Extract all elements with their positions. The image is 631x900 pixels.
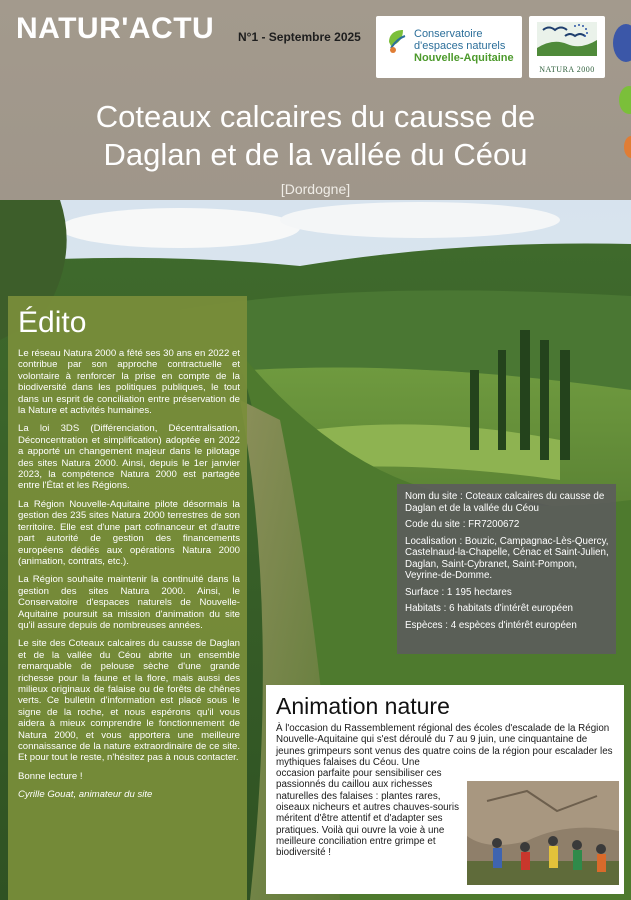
site-info-body <box>405 491 611 636</box>
leaf-logo-icon <box>385 28 409 54</box>
edito-closing: Bonne lecture ! <box>18 770 83 782</box>
birds-logo-icon <box>529 18 605 68</box>
edito-signature: Cyrille Gouat, animateur du site <box>18 789 153 801</box>
site-info-box <box>397 484 616 654</box>
site-species: Espèces : 4 espèces d'intérêt européen <box>405 619 577 631</box>
issue-number: N°1 - Septembre 2025 <box>238 30 361 44</box>
blue-dot-decoration <box>613 24 631 62</box>
natura2000-logo <box>529 16 605 78</box>
natura2000-label: NATURA 2000 <box>539 65 595 74</box>
department-label: [Dordogne] <box>280 181 351 197</box>
edito-paragraph: Le réseau Natura 2000 a fêté ses 30 ans en 2022 et contribue par son approche contractuelle et volontaire à renforcer la prise en compte de la biodiversité dans les politiques publiques, le tout dans un esprit de conciliation entre préservation de la Nature et activités humaines. <box>18 348 240 417</box>
cen-logo <box>376 16 522 78</box>
newsletter-brand: NATUR'ACTU <box>16 12 215 45</box>
cen-logo-line2: d'espaces naturels <box>414 40 506 52</box>
edito-body <box>18 348 240 808</box>
site-title-line1: Coteaux calcaires du causse de <box>95 99 536 134</box>
edito-paragraph: La Région souhaite maintenir la continuité dans la gestion des sites Natura 2000. Ainsi, le Conservatoire d'espaces naturels de Nouvelle-Aquitaine poursuit sa mission d'animation du site qu'il assure depuis de nombreuses années. <box>18 574 240 631</box>
animation-article <box>266 685 624 894</box>
climbers-photo <box>467 781 619 885</box>
animation-heading: Animation nature <box>276 693 450 719</box>
site-location: Localisation : Bouzic, Campagnac-Lès-Quercy, Castelnaud-la-Chapelle, Cénac et Saint-Julien, Daglan, Saint-Cybranet, Saint-Pompon, Veyrine-de-Domme. <box>405 535 609 581</box>
site-code: Code du site : FR7200672 <box>405 519 520 530</box>
cen-logo-line3: Nouvelle-Aquitaine <box>414 52 514 64</box>
animation-text-continued: occasion parfaite pour sensibiliser ces passionnés du caillou aux richesses naturelles des falaises : plantes rares, oiseaux nicheurs et autres chauves-souris méritent d'être attentif et d'adapter ses pratiques. Voilà qui ouvre la voie à une meilleure conciliation entre grimpe et biodiversité ! <box>276 768 459 859</box>
edito-heading: Édito <box>18 306 87 339</box>
site-title-line2: Daglan et de la vallée du Céou <box>103 137 528 172</box>
animation-text-intro: À l'occasion du Rassemblement régional des écoles d'escalade de la Région Nouvelle-Aquitaine qui s'est déroulé du 7 au 9 juin, une cinquantaine de jeunes grimpeurs sont venus des quatre coins de la région pour escalader les mythiques falaises du Céou. Une <box>276 723 613 768</box>
edito-paragraph: La loi 3DS (Différenciation, Décentralisation, Déconcentration et simplification) adoptée en 2022 a apporté un changement majeur dans le pilotage des sites Natura 2000. Ainsi, depuis le 1er janvier 2023, la compétence Natura 2000 est partagée entre l'État et les Régions. <box>18 423 240 492</box>
edito-paragraph: La Région Nouvelle-Aquitaine pilote désormais la gestion des 235 sites Natura 2000 terrestres de son territoire. Elle est d'une part cofinanceur et d'autre part autorité de gestion des financements européens dédiés aux opérations Natura 2000 (animation, contrats, etc.). <box>18 498 240 567</box>
edito-panel <box>8 296 247 900</box>
site-habitats: Habitats : 6 habitats d'intérêt européen <box>405 603 573 614</box>
edito-paragraph: Le site des Coteaux calcaires du causse de Daglan et de la vallée du Céou abrite un ensemble remarquable de pelouse sèche d'une grande richesse pour la faune et la flore, mais aussi des milieux originaux de falaise ou de forêts de chênes verts. Ce bulletin d'information est placé sous le signe de la roche, et nous espérons qu'il vous aidera à mieux comprendre le fonctionnement de Natura 2000, et vous apportera une meilleure connaissance de la nature extraordinaire de ce site. Et pour tout le reste, n'hésitez pas à nous contacter. <box>18 638 240 764</box>
header-band <box>0 0 631 200</box>
site-surface: Surface : 1 195 hectares <box>405 586 512 598</box>
site-name: Nom du site : Coteaux calcaires du causse de Daglan et de la vallée du Céou <box>405 491 605 514</box>
cen-logo-line1: Conservatoire <box>414 28 483 40</box>
